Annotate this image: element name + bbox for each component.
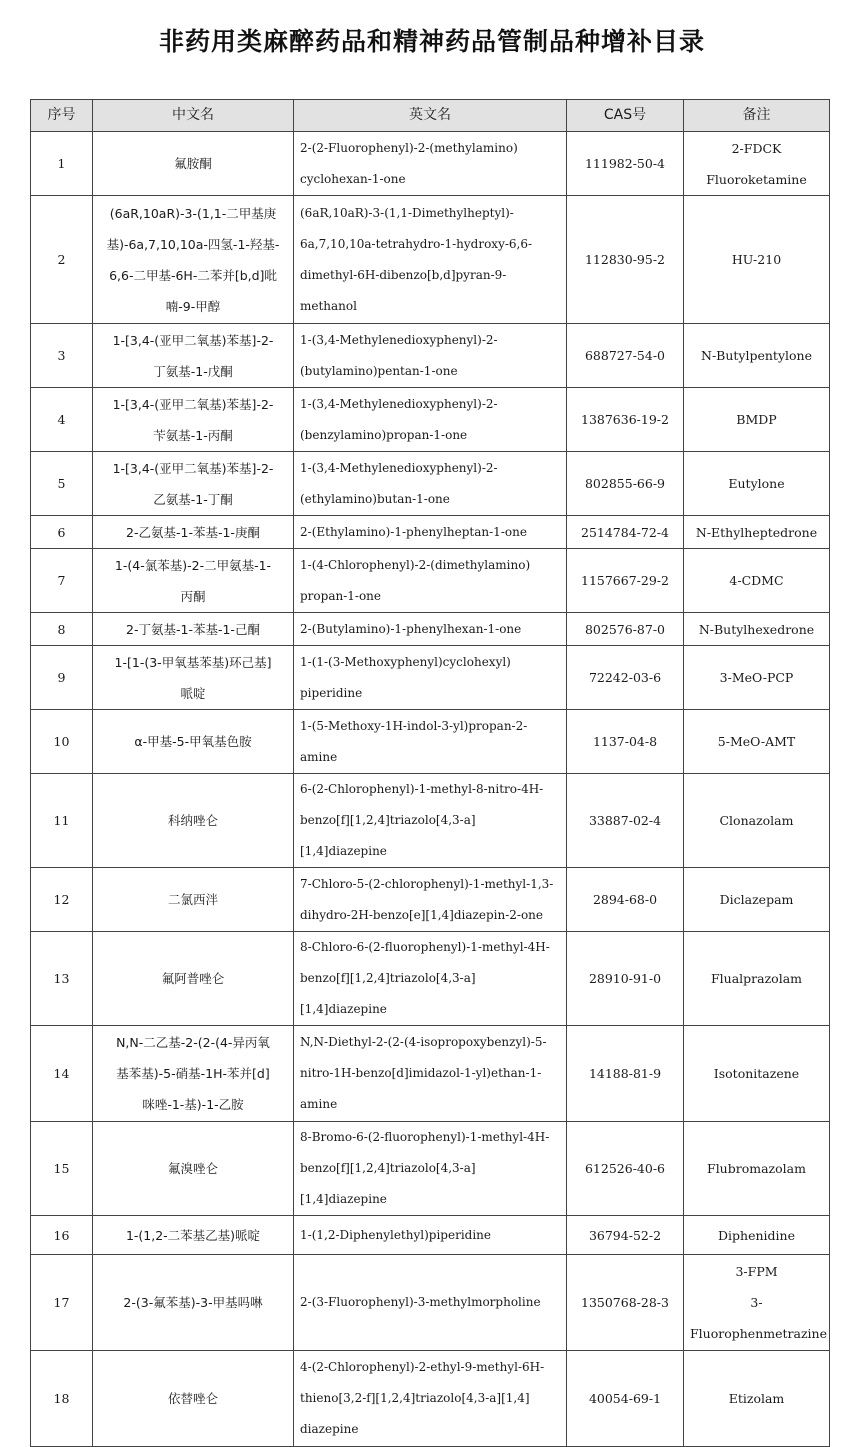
english-name-line: (6aR,10aR)-3-(1,1-Dimethylheptyl)- xyxy=(300,205,514,220)
chinese-name-line: 丁氨基-1-戊酮 xyxy=(153,363,233,379)
table-row xyxy=(31,132,830,196)
cell-chinese-name xyxy=(93,1351,294,1447)
header-chinese-name: 中文名 xyxy=(93,100,294,132)
cell-remarks xyxy=(684,868,830,932)
cell-english-name xyxy=(294,516,567,549)
english-name-line: 2-(2-Fluorophenyl)-2-(methylamino) xyxy=(300,140,518,155)
cell-chinese-name xyxy=(93,324,294,388)
table-row xyxy=(31,452,830,516)
english-name-line: amine xyxy=(300,749,338,764)
english-name-line: (benzylamino)propan-1-one xyxy=(300,427,468,442)
cell-number: 9 xyxy=(31,646,93,710)
remarks-line: 3-FPM xyxy=(735,1264,778,1279)
cell-english-name xyxy=(294,549,567,613)
cell-cas-number: 2894-68-0 xyxy=(567,868,684,932)
chinese-name-line: 1-(1,2-二苯基乙基)哌啶 xyxy=(125,1227,261,1243)
cell-english-name xyxy=(294,613,567,646)
remarks-line: 2-FDCK xyxy=(731,140,782,156)
cell-number: 13 xyxy=(31,932,93,1026)
table-row xyxy=(31,1255,830,1351)
cell-remarks xyxy=(684,1255,830,1351)
cell-english-name xyxy=(294,868,567,932)
chinese-name-line: 咪唑-1-基)-1-乙胺 xyxy=(142,1097,244,1112)
cell-cas-number: 802855-66-9 xyxy=(567,452,684,516)
table-row xyxy=(31,549,830,613)
cell-english-name xyxy=(294,388,567,452)
cell-cas-number: 72242-03-6 xyxy=(567,646,684,710)
chinese-name-line: 氟溴唑仑 xyxy=(167,1161,218,1176)
cell-cas-number: 688727-54-0 xyxy=(567,324,684,388)
cell-cas-number: 14188-81-9 xyxy=(567,1026,684,1122)
chinese-name-line: 2-乙氨基-1-苯基-1-庚酮 xyxy=(126,524,260,540)
remarks-line: Clonazolam xyxy=(719,813,794,828)
cell-chinese-name xyxy=(93,1255,294,1351)
cell-cas-number: 1387636-19-2 xyxy=(567,388,684,452)
chinese-name-line: 6,6-二甲基-6H-二苯并[b,d]吡 xyxy=(109,267,277,283)
remarks-line: Diclazepam xyxy=(719,892,794,907)
cell-cas-number: 28910-91-0 xyxy=(567,932,684,1026)
chinese-name-line: 喃-9-甲醇 xyxy=(165,298,221,314)
chinese-name-line: N,N-二乙基-2-(2-(4-异丙氧 xyxy=(116,1035,270,1050)
cell-english-name xyxy=(294,1026,567,1122)
cell-remarks xyxy=(684,452,830,516)
remarks-line: Etizolam xyxy=(728,1391,785,1406)
remarks-line: HU-210 xyxy=(731,252,782,267)
remarks-line: Diphenidine xyxy=(718,1227,795,1243)
english-name-line: 8-Chloro-6-(2-fluorophenyl)-1-methyl-4H- xyxy=(300,940,550,954)
english-name-line: dihydro-2H-benzo[e][1,4]diazepin-2-one xyxy=(300,907,543,922)
cell-remarks xyxy=(684,549,830,613)
cell-english-name xyxy=(294,1216,567,1255)
cell-number: 15 xyxy=(31,1122,93,1216)
english-name-line: thieno[3,2-f][1,2,4]triazolo[4,3-a][1,4] xyxy=(300,1391,530,1405)
english-name-line: (ethylamino)butan-1-one xyxy=(300,491,450,506)
cell-english-name xyxy=(294,1255,567,1351)
cell-cas-number: 111982-50-4 xyxy=(567,132,684,196)
cell-remarks xyxy=(684,774,830,868)
remarks-line: N-Ethylheptedrone xyxy=(695,524,818,540)
chinese-name-line: (6aR,10aR)-3-(1,1-二甲基庚 xyxy=(109,205,277,221)
chinese-name-line: 基)-6a,7,10,10a-四氢-1-羟基- xyxy=(106,236,280,252)
table-row xyxy=(31,388,830,452)
english-name-line: benzo[f][1,2,4]triazolo[4,3-a][1,4]diazepine xyxy=(300,971,476,1016)
cell-remarks xyxy=(684,1351,830,1447)
cell-cas-number: 36794-52-2 xyxy=(567,1216,684,1255)
english-name-line: 2-(3-Fluorophenyl)-3-methylmorpholine xyxy=(300,1295,541,1309)
cell-number: 12 xyxy=(31,868,93,932)
cell-chinese-name xyxy=(93,932,294,1026)
english-name-line: diazepine xyxy=(300,1422,359,1436)
cell-english-name xyxy=(294,774,567,868)
table-row xyxy=(31,196,830,324)
cell-number: 10 xyxy=(31,710,93,774)
remarks-line: Flualprazolam xyxy=(710,971,802,986)
remarks-line: Eutylone xyxy=(728,476,785,491)
cell-cas-number: 802576-87-0 xyxy=(567,613,684,646)
cell-chinese-name xyxy=(93,388,294,452)
header-remarks: 备注 xyxy=(684,100,830,132)
english-name-line: cyclohexan-1-one xyxy=(300,171,406,186)
cell-number: 2 xyxy=(31,196,93,324)
chinese-name-line: α-甲基-5-甲氧基色胺 xyxy=(134,734,252,749)
cell-english-name xyxy=(294,1351,567,1447)
cell-remarks xyxy=(684,1026,830,1122)
cell-remarks xyxy=(684,196,830,324)
remarks-line: Flubromazolam xyxy=(707,1161,806,1176)
chinese-name-line: 丙酮 xyxy=(180,588,206,604)
english-name-line: (butylamino)pentan-1-one xyxy=(300,363,458,378)
table-row xyxy=(31,1351,830,1447)
cell-number: 16 xyxy=(31,1216,93,1255)
remarks-line: Isotonitazene xyxy=(713,1066,800,1081)
cell-chinese-name xyxy=(93,549,294,613)
cell-number: 18 xyxy=(31,1351,93,1447)
english-name-line: 8-Bromo-6-(2-fluorophenyl)-1-methyl-4H- xyxy=(300,1130,550,1144)
cell-cas-number: 1157667-29-2 xyxy=(567,549,684,613)
english-name-line: 1-(1-(3-Methoxyphenyl)cyclohexyl) xyxy=(300,654,511,669)
table-row xyxy=(31,324,830,388)
chinese-name-line: 氟阿普唑仑 xyxy=(161,971,225,986)
english-name-line: benzo[f][1,2,4]triazolo[4,3-a][1,4]diazepine xyxy=(300,813,476,858)
remarks-line: 4-CDMC xyxy=(729,573,784,588)
cell-cas-number: 612526-40-6 xyxy=(567,1122,684,1216)
cell-number: 5 xyxy=(31,452,93,516)
cell-cas-number: 33887-02-4 xyxy=(567,774,684,868)
cell-english-name xyxy=(294,646,567,710)
chinese-name-line: 乙氨基-1-丁酮 xyxy=(153,491,233,507)
header-english-name: 英文名 xyxy=(294,100,567,132)
chinese-name-line: 二氯西泮 xyxy=(167,892,218,907)
remarks-line: N-Butylhexedrone xyxy=(698,621,815,637)
english-name-line: amine xyxy=(300,1097,338,1111)
cell-number: 4 xyxy=(31,388,93,452)
header-cas-number: CAS号 xyxy=(567,100,684,132)
cell-chinese-name xyxy=(93,196,294,324)
header-number: 序号 xyxy=(31,100,93,132)
cell-number: 6 xyxy=(31,516,93,549)
english-name-line: piperidine xyxy=(300,685,363,700)
cell-chinese-name xyxy=(93,613,294,646)
cell-number: 17 xyxy=(31,1255,93,1351)
table-row xyxy=(31,774,830,868)
cell-remarks xyxy=(684,516,830,549)
cell-chinese-name xyxy=(93,774,294,868)
english-name-line: 4-(2-Chlorophenyl)-2-ethyl-9-methyl-6H- xyxy=(300,1360,545,1374)
drug-table xyxy=(30,99,830,1447)
english-name-line: benzo[f][1,2,4]triazolo[4,3-a][1,4]diazepine xyxy=(300,1161,476,1206)
cell-cas-number: 1137-04-8 xyxy=(567,710,684,774)
chinese-name-line: 1-[3,4-(亚甲二氧基)苯基]-2- xyxy=(112,396,274,412)
english-name-line: dimethyl-6H-dibenzo[b,d]pyran-9-methanol xyxy=(300,267,507,313)
table-row xyxy=(31,613,830,646)
page-title: 非药用类麻醉药品和精神药品管制品种增补目录 xyxy=(158,27,705,56)
table-row xyxy=(31,1216,830,1255)
chinese-name-line: 1-(4-氯苯基)-2-二甲氨基-1- xyxy=(114,557,272,573)
table-row xyxy=(31,1026,830,1122)
chinese-name-line: 2-丁氨基-1-苯基-1-己酮 xyxy=(126,621,260,637)
english-name-line: 1-(3,4-Methylenedioxyphenyl)-2- xyxy=(300,396,498,411)
english-name-line: 1-(3,4-Methylenedioxyphenyl)-2- xyxy=(300,460,498,475)
english-name-line: N,N-Diethyl-2-(2-(4-isopropoxybenzyl)-5- xyxy=(300,1035,547,1049)
remarks-line: Fluorophenmetrazine xyxy=(690,1326,827,1341)
cell-remarks xyxy=(684,932,830,1026)
english-name-line: propan-1-one xyxy=(300,588,382,603)
chinese-name-line: 2-(3-氟苯基)-3-甲基吗啉 xyxy=(123,1295,263,1310)
cell-cas-number: 40054-69-1 xyxy=(567,1351,684,1447)
english-name-line: 1-(4-Chlorophenyl)-2-(dimethylamino) xyxy=(300,557,531,572)
cell-chinese-name xyxy=(93,646,294,710)
cell-chinese-name xyxy=(93,1122,294,1216)
cell-chinese-name xyxy=(93,452,294,516)
cell-number: 11 xyxy=(31,774,93,868)
table-header-row xyxy=(31,100,830,132)
cell-remarks xyxy=(684,1122,830,1216)
chinese-name-line: 哌啶 xyxy=(180,685,206,701)
chinese-name-line: 氟胺酮 xyxy=(174,156,212,171)
english-name-line: 1-(5-Methoxy-1H-indol-3-yl)propan-2- xyxy=(300,718,528,733)
cell-english-name xyxy=(294,132,567,196)
cell-english-name xyxy=(294,196,567,324)
english-name-line: 2-(Ethylamino)-1-phenylheptan-1-one xyxy=(300,524,527,539)
chinese-name-line: 1-[1-(3-甲氧基苯基)环己基] xyxy=(114,654,272,670)
cell-remarks xyxy=(684,646,830,710)
cell-english-name xyxy=(294,932,567,1026)
cell-chinese-name xyxy=(93,868,294,932)
chinese-name-line: 1-[3,4-(亚甲二氧基)苯基]-2- xyxy=(112,460,274,476)
cell-remarks xyxy=(684,1216,830,1255)
english-name-line: nitro-1H-benzo[d]imidazol-1-yl)ethan-1- xyxy=(300,1066,542,1080)
cell-english-name xyxy=(294,1122,567,1216)
cell-english-name xyxy=(294,452,567,516)
cell-number: 8 xyxy=(31,613,93,646)
chinese-name-line: 依替唑仑 xyxy=(167,1391,218,1406)
table-row xyxy=(31,646,830,710)
chinese-name-line: 苄氨基-1-丙酮 xyxy=(153,427,233,443)
cell-chinese-name xyxy=(93,710,294,774)
english-name-line: 7-Chloro-5-(2-chlorophenyl)-1-methyl-1,3- xyxy=(300,876,554,891)
cell-cas-number: 112830-95-2 xyxy=(567,196,684,324)
english-name-line: 6a,7,10,10a-tetrahydro-1-hydroxy-6,6- xyxy=(300,236,533,251)
table-row xyxy=(31,1122,830,1216)
english-name-line: 1-(3,4-Methylenedioxyphenyl)-2- xyxy=(300,332,498,347)
cell-remarks xyxy=(684,388,830,452)
cell-number: 3 xyxy=(31,324,93,388)
cell-english-name xyxy=(294,710,567,774)
cell-remarks xyxy=(684,132,830,196)
remarks-line: BMDP xyxy=(736,412,777,427)
cell-cas-number: 1350768-28-3 xyxy=(567,1255,684,1351)
cell-chinese-name xyxy=(93,132,294,196)
english-name-line: 6-(2-Chlorophenyl)-1-methyl-8-nitro-4H- xyxy=(300,782,544,796)
cell-remarks xyxy=(684,324,830,388)
cell-chinese-name xyxy=(93,516,294,549)
chinese-name-line: 基苯基)-5-硝基-1H-苯并[d] xyxy=(116,1066,270,1081)
cell-remarks xyxy=(684,710,830,774)
cell-cas-number: 2514784-72-4 xyxy=(567,516,684,549)
chinese-name-line: 1-[3,4-(亚甲二氧基)苯基]-2- xyxy=(112,332,274,348)
remarks-line: 3-MeO-PCP xyxy=(719,670,794,685)
remarks-line: N-Butylpentylone xyxy=(701,348,812,363)
cell-number: 7 xyxy=(31,549,93,613)
table-row xyxy=(31,932,830,1026)
english-name-line: 2-(Butylamino)-1-phenylhexan-1-one xyxy=(300,621,522,636)
cell-remarks xyxy=(684,613,830,646)
cell-chinese-name xyxy=(93,1216,294,1255)
cell-number: 1 xyxy=(31,132,93,196)
remarks-line: 3- xyxy=(750,1295,763,1310)
cell-chinese-name xyxy=(93,1026,294,1122)
english-name-line: 1-(1,2-Diphenylethyl)piperidine xyxy=(300,1227,492,1242)
table-row xyxy=(31,516,830,549)
remarks-line: Fluoroketamine xyxy=(706,171,807,187)
cell-number: 14 xyxy=(31,1026,93,1122)
remarks-line: 5-MeO-AMT xyxy=(717,734,796,749)
chinese-name-line: 科纳唑仑 xyxy=(167,813,218,828)
table-row xyxy=(31,710,830,774)
cell-english-name xyxy=(294,324,567,388)
table-row xyxy=(31,868,830,932)
